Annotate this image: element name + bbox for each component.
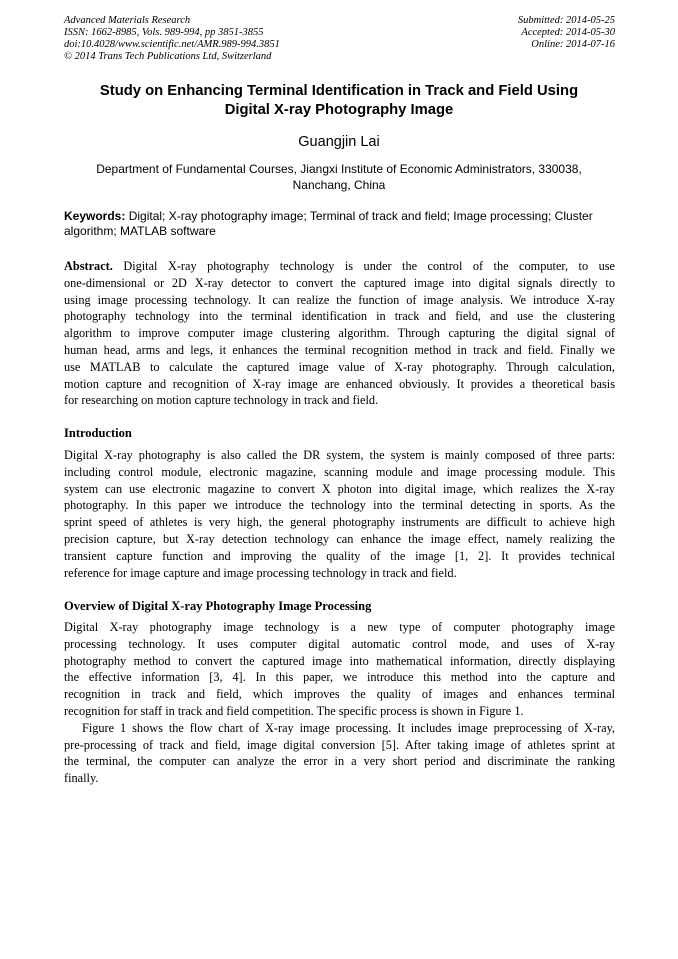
journal-info — [64, 15, 280, 63]
paragraph-line: Digital X-ray photography image technology is a new type of computer photography image — [64, 620, 615, 634]
abstract-line: human head, arms and legs, it enhances the terminal recognition method in track and field. Finally we — [64, 342, 615, 357]
abstract-line: one-dimensional or 2D X-ray detector to convert the captured image into digital signals directly to — [64, 275, 615, 290]
paragraph-line: the effective information [3, 4]. In this paper, we introduce this method into the capture and — [64, 670, 615, 685]
section-heading-overview: Overview of Digital X-ray Photography Image Processing — [64, 599, 372, 613]
online-date: Online: 2014-07-16 — [531, 39, 615, 50]
paragraph-line: finally. — [64, 771, 99, 786]
abstract-line: motion capture and recognition of X-ray image are enhanced obviously. It provides a theoretical basis — [64, 376, 615, 391]
section-heading-introduction: Introduction — [64, 426, 132, 440]
abstract-line: photography technology into the terminal identification in track and field, and use the clustering — [64, 309, 615, 324]
paper-title — [56, 82, 622, 120]
paragraph-line: pre-processing of track and field, image digital conversion [5]. After taking image of athletes sprint at — [64, 737, 615, 752]
paragraph-line: sprint speed of athletes is very high, the general photography instruments are difficult to achieve high — [64, 515, 615, 530]
paragraph-line: recognition for staff in track and field competition. The specific process is shown in Figure 1. — [64, 703, 524, 718]
abstract-label: Abstract. — [64, 259, 113, 273]
affiliation-line: Department of Fundamental Courses, Jiangxi Institute of Economic Administrators, 330038, — [96, 162, 582, 176]
keywords-label: Keywords: — [64, 209, 126, 223]
title-line: Study on Enhancing Terminal Identification in Track and Field Using — [99, 83, 579, 99]
paragraph-line: Figure 1 shows the flow chart of X-ray image processing. It includes image preprocessing of X-ray, — [82, 720, 615, 735]
accepted-date: Accepted: 2014-05-30 — [521, 27, 615, 38]
overview-body — [64, 619, 615, 787]
keywords-text: algorithm; MATLAB software — [64, 224, 216, 238]
doi-line: doi:10.4028/www.scientific.net/AMR.989-994.3851 — [64, 39, 280, 50]
keywords-text: Digital; X-ray photography image; Terminal of track and field; Image processing; Cluster — [125, 209, 593, 223]
author-name: Guangjin Lai — [298, 134, 380, 150]
paragraph-line: Digital X-ray photography is also called the DR system, the system is mainly composed of three parts: — [64, 448, 615, 462]
paragraph-line: transient capture function and improving the quality of the image [1, 2]. It provides technical — [64, 548, 615, 563]
paragraph-line: system can use electronic magazine to convert X photon into digital image, which realizes the X-ray — [64, 481, 615, 496]
submitted-date: Submitted: 2014-05-25 — [517, 15, 615, 26]
abstract-text: Digital X-ray photography technology is under the control of the computer, to use — [112, 259, 615, 273]
paragraph-line: photography method to convert the captured image into mathematical information, directly displaying — [64, 653, 615, 668]
affiliation — [60, 161, 618, 193]
paragraph-line: precision capture, but X-ray detection technology can enhance the image effect, namely realizing the — [64, 531, 615, 546]
abstract-line: for researching on motion capture technology in track and field. — [64, 393, 379, 408]
paragraph-line: the terminal, the computer can analyze the error in a very short period and discriminate the ranking — [64, 754, 615, 769]
abstract — [64, 258, 615, 409]
introduction-body — [64, 447, 615, 581]
affiliation-line: Nanchang, China — [292, 178, 386, 192]
copyright-line: © 2014 Trans Tech Publications Ltd, Switzerland — [64, 51, 272, 62]
paragraph-line: processing technology. It uses computer digital automatic control mode, and uses of X-ray — [64, 636, 615, 651]
paragraph-line: recognition in track and field, which improves the quality of images and enhances terminal — [64, 687, 615, 702]
abstract-line: algorithm to improve computer image clustering algorithm. Through capturing the digital signal of — [64, 326, 615, 341]
submission-dates — [518, 15, 615, 51]
keywords — [64, 209, 616, 239]
paragraph-line: including control module, electronic magazine, scanning module and image processing module. This — [64, 464, 615, 479]
title-line: Digital X-ray Photography Image — [224, 102, 454, 118]
journal-name: Advanced Materials Research — [64, 15, 191, 26]
issn-line: ISSN: 1662-8985, Vols. 989-994, pp 3851-3855 — [64, 27, 264, 38]
paragraph-line: photography. In this paper we introduce the technology into the terminal detecting in sports. As the — [64, 498, 615, 513]
abstract-line: using image processing technology. It can realize the function of image analysis. We introduce X-ray — [64, 292, 615, 307]
paragraph-line: reference for image capture and image processing technology in track and field. — [64, 565, 457, 580]
abstract-line: use MATLAB to calculate the captured image value of X-ray photography. Through calculation, — [64, 359, 615, 374]
